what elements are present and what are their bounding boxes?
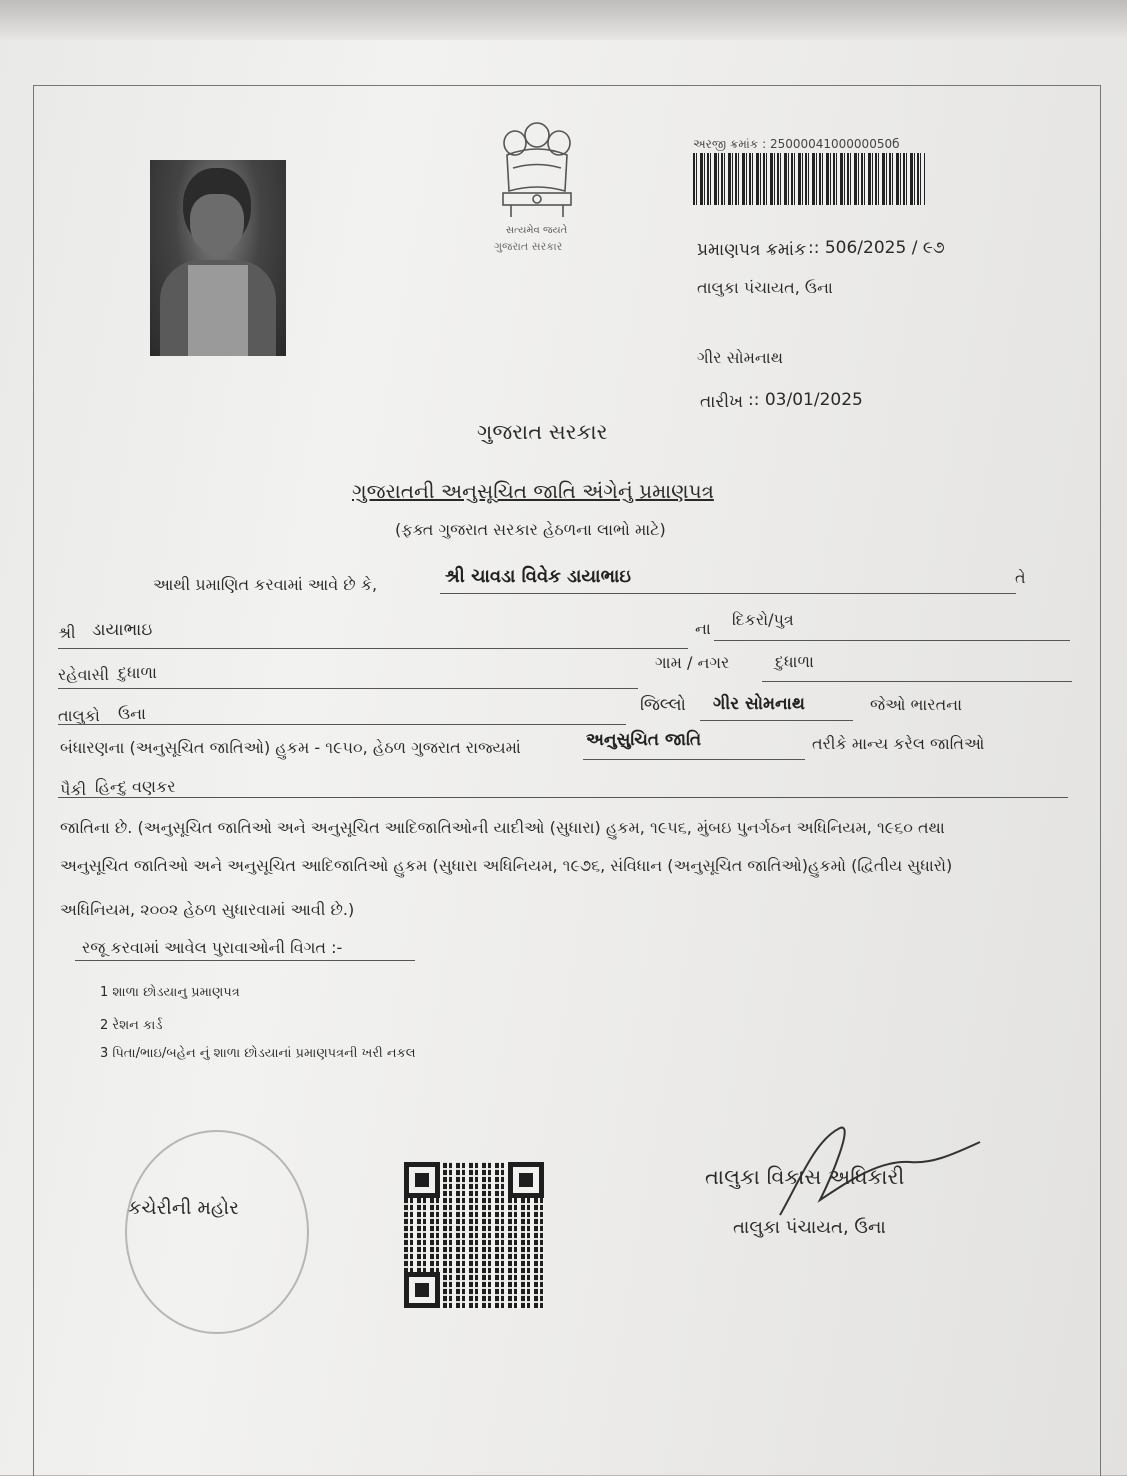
applicant-photo	[150, 160, 286, 356]
constitution-text: બંધારણના (અનુસૂચિત જાતિઓ) હુકમ - ૧૯૫૦, હેઠળ ગુજરાત રાજ્યમાં	[60, 738, 521, 757]
paiki-label: પૈકી	[60, 780, 87, 799]
issuing-office: તાલુકા પંચાયત, ઉના	[697, 278, 833, 297]
district-value: ગીર સોમનાથ	[713, 694, 805, 714]
certificate-number-label: પ્રમાણપત્ર ક્રમાંક	[697, 240, 807, 260]
issue-date-value: :: 03/01/2025	[748, 390, 863, 410]
category-line	[583, 759, 805, 760]
father-name-line	[58, 648, 688, 649]
paper-top-shadow	[0, 0, 1127, 40]
jeo-bharat-text: જેઓ ભારતના	[870, 695, 963, 714]
certificate-title: ગુજરાતની અનુસૂચિત જાતિ અંગેનું પ્રમાણપત્ર	[352, 479, 714, 503]
evidence-item: 2 રેશન કાર્ડ	[100, 1018, 163, 1033]
application-number: અરજી ક્રમાંક : 2500004100000050б	[693, 137, 900, 151]
relation-line	[714, 640, 1070, 641]
taluka-label: તાલુકો	[58, 706, 100, 725]
evidence-heading-underline	[75, 960, 415, 961]
emblem-caption: ગુજરાત સરકાર	[494, 240, 563, 253]
recognized-text: તરીકે માન્ય કરેલ જાતિઓ	[812, 734, 985, 753]
evidence-heading: રજૂ કરવામાં આવેલ પુરાવાઓની વિગત :-	[82, 938, 343, 957]
village-label: ગામ / નગર	[655, 653, 730, 672]
resident-line	[58, 688, 638, 689]
legal-paragraph-line3: અધિનિયમ, ૨૦૦૨ હેઠળ સુધારવામાં આવી છે.)	[60, 900, 355, 919]
qr-code	[404, 1162, 544, 1308]
te-word: તે	[1015, 568, 1026, 587]
applicant-name: શ્રી ચાવડા વિવેક ડાયાભાઇ	[445, 566, 631, 587]
district-line	[700, 720, 853, 721]
taluka-line	[58, 724, 626, 725]
barcode	[693, 153, 925, 205]
na-word: ના	[695, 619, 711, 638]
evidence-item: 3 પિતા/ભાઇ/બહેન નું શાળા છોડયાનાં પ્રમાણપત્રની ખરી નકલ	[100, 1046, 416, 1061]
intro-text: આથી પ્રમાણિત કરવામાં આવે છે કે,	[153, 575, 378, 594]
applicant-name-line	[440, 593, 1016, 594]
issuing-district: ગીર સોમનાથ	[697, 348, 783, 367]
father-name: ડાયાભાઇ	[92, 620, 153, 640]
category-value: અનુસુચિત જાતિ	[586, 730, 702, 750]
village-value: દુધાળા	[775, 652, 814, 671]
legal-paragraph-line2: અનુસૂચિત જાતિઓ અને અનુસૂચિત આદિજાતિઓ હુકમ (સુધારા અધિનિયમ, ૧૯૭૬, સંવિધાન (અનુસૂચિત જાતિઓ)હુકમો (દ્વિતીય સુધારો)	[60, 856, 953, 875]
seal-label: કચેરીની મહોર	[128, 1197, 239, 1219]
resident-value: દુધાળા	[118, 663, 157, 682]
caste-value: હિન્દુ વણકર	[95, 777, 176, 796]
issue-date-label: તારીખ	[700, 392, 744, 412]
legal-paragraph-line1: જાતિના છે. (અનુસૂચિત જાતિઓ અને અનુસૂચિત આદિજાતિઓની યાદીઓ (સુધારા) હુકમ, ૧૯૫૬, મુંબઇ પુનર્ગઠન અધિનિયમ, ૧૯૬૦ તથા	[60, 818, 945, 837]
government-title: ગુજરાત સરકાર	[477, 420, 608, 444]
district-label: જિલ્લો	[640, 695, 686, 715]
relation-value: દિકરો/પુત્ર	[732, 610, 794, 629]
resident-label: રહેવાસી	[58, 665, 110, 684]
officer-title: તાલુકા વિકાસ અધિકારી	[705, 1165, 905, 1189]
certificate-subtitle: (ફક્ત ગુજરાત સરકાર હેઠળના લાભો માટે)	[395, 520, 666, 539]
officer-office: તાલુકા પંચાયત, ઉના	[733, 1217, 886, 1238]
caste-line	[58, 797, 1068, 798]
taluka-value: ઉના	[118, 704, 146, 723]
certificate-number-value: :: 506/2025 / ૯૭	[808, 238, 945, 258]
office-seal	[125, 1130, 309, 1334]
village-line	[762, 681, 1072, 682]
shri-label: શ્રી	[58, 623, 76, 642]
evidence-item: 1 શાળા છોડયાનુ પ્રમાણપત્ર	[100, 985, 240, 1000]
emblem-motto: સત્યમેવ જયતે	[506, 225, 568, 236]
